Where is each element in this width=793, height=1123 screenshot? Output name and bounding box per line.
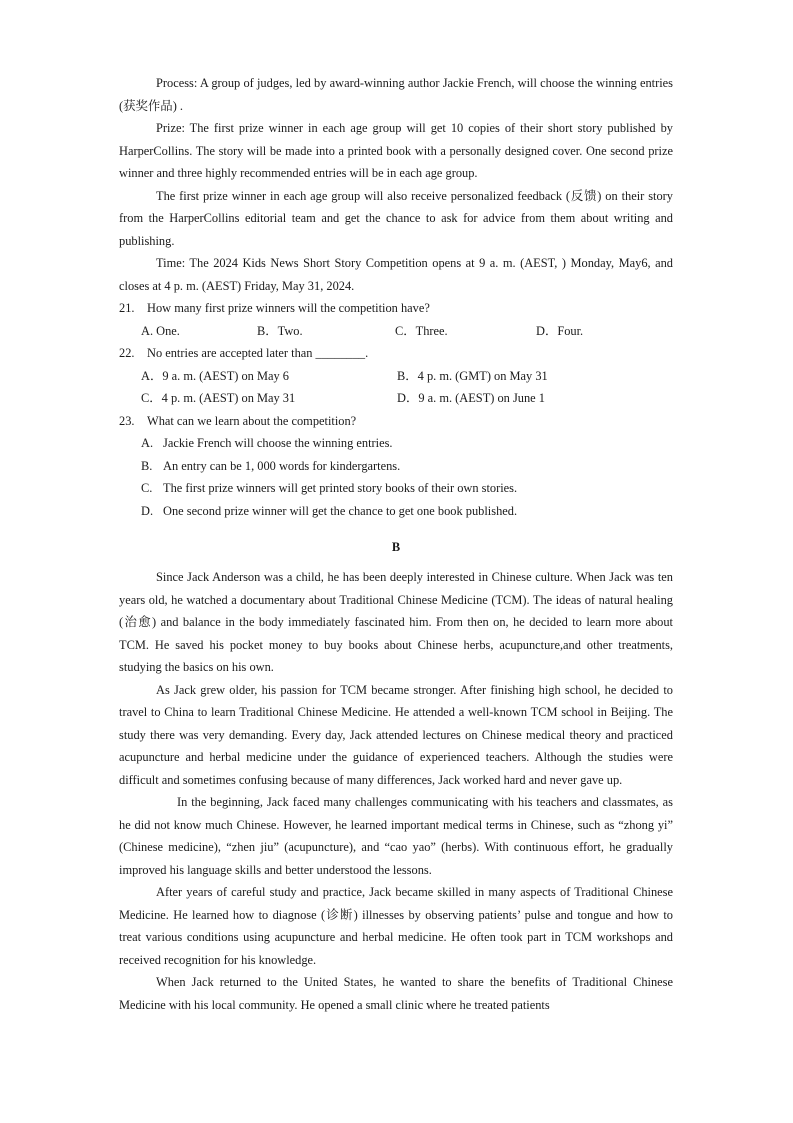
passage-b-paragraph: In the beginning, Jack faced many challenges communicating with his teachers and classmates, as he did not know much Chinese. However, he learned important medical terms in Chinese, such as “zhong yi” (Chinese medicine), “zhen jiu” (acupuncture), and “cao yao” (herbs). With continuous effort, he gradually improved his language skills and better understood the lessons. <box>119 795 673 877</box>
passage-a-paragraph: Prize: The first prize winner in each age group will get 10 copies of their short story published by HarperCollins. The story will be made into a printed book with a personally designed cover. One second prize winner and three highly recommended entries will be in each age group. <box>119 121 673 180</box>
option-c: C. The first prize winners will get printed story books of their own stories. <box>141 481 518 495</box>
option-d: D．Four. <box>536 323 584 338</box>
page <box>119 72 673 1016</box>
passage-b-paragraph: Since Jack Anderson was a child, he has been deeply interested in Chinese culture. When Jack was ten years old, he watched a documentary about Traditional Chinese Medicine (TCM). The ideas of natural healing (治愈) and balance in the body immediately fascinated him. From then on, he decided to learn more about TCM. He saved his pocket money to buy books about Chinese herbs, acupuncture,and other treatments, studying the basics on his own. <box>119 570 673 674</box>
option-b: B．Two. <box>257 323 303 338</box>
option-a: A. One. <box>141 323 180 338</box>
option-c: C．Three. <box>395 323 448 338</box>
question-22-options-row-2 <box>119 387 673 410</box>
option-a: A．9 a. m. (AEST) on May 6 <box>141 368 289 383</box>
passage-a-paragraph: Process: A group of judges, led by award-winning author Jackie French, will choose the winning entries (获奖作品) . <box>119 76 673 113</box>
question-text: What can we learn about the competition? <box>147 413 357 428</box>
question-number: 23. <box>119 413 135 428</box>
option-a: A. Jackie French will choose the winning entries. <box>141 436 393 450</box>
question-text: How many first prize winners will the competition have? <box>147 301 430 315</box>
section-heading: B <box>391 540 401 554</box>
question-21 <box>119 297 673 320</box>
question-text: No entries are accepted later than ________. <box>147 346 369 360</box>
option-d: D. One second prize winner will get the chance to get one book published. <box>141 503 518 518</box>
option-d: D．9 a. m. (AEST) on June 1 <box>397 391 545 405</box>
question-number: 21. <box>119 301 135 315</box>
passage-a-paragraph: The first prize winner in each age group will also receive personalized feedback (反馈) on their story from the HarperCollins editorial team and get the chance to ask for advice from them about writing and publishing. <box>119 188 673 248</box>
passage-b-paragraph: When Jack returned to the United States, he wanted to share the benefits of Traditional Chinese Medicine with his local community. He opened a small clinic where he treated patients <box>119 975 673 1012</box>
passage-a-paragraph: Time: The 2024 Kids News Short Story Competition opens at 9 a. m. (AEST, ) Monday, May6, and closes at 4 p. m. (AEST) Friday, May 31, 2024. <box>119 256 673 293</box>
option-c: C．4 p. m. (AEST) on May 31 <box>141 391 296 405</box>
passage-b-paragraph: After years of careful study and practice, Jack became skilled in many aspects of Traditional Chinese Medicine. He learned how to diagnose (诊断) illnesses by observing patients’ pulse and tongue and how to treat various conditions using acupuncture and herbal medicine. He often took part in TCM workshops and received recognition for his knowledge. <box>119 885 673 967</box>
option-b: B．4 p. m. (GMT) on May 31 <box>397 368 548 383</box>
option-b: B. An entry can be 1, 000 words for kindergartens. <box>141 458 401 473</box>
question-23 <box>119 410 673 433</box>
question-22 <box>119 342 673 365</box>
question-21-options <box>119 320 673 343</box>
question-number: 22. <box>119 346 135 360</box>
passage-b-paragraph: As Jack grew older, his passion for TCM became stronger. After finishing high school, he decided to travel to China to learn Traditional Chinese Medicine. He attended a well-known TCM school in Beijing. The study there was very demanding. Every day, Jack attended lectures on Chinese medical theory and practiced acupuncture and herbal medicine under the guidance of experienced teachers. Although the studies were difficult and sometimes confusing because of many differences, Jack worked hard and never gave up. <box>119 682 673 787</box>
question-22-options-row-1 <box>119 365 673 388</box>
